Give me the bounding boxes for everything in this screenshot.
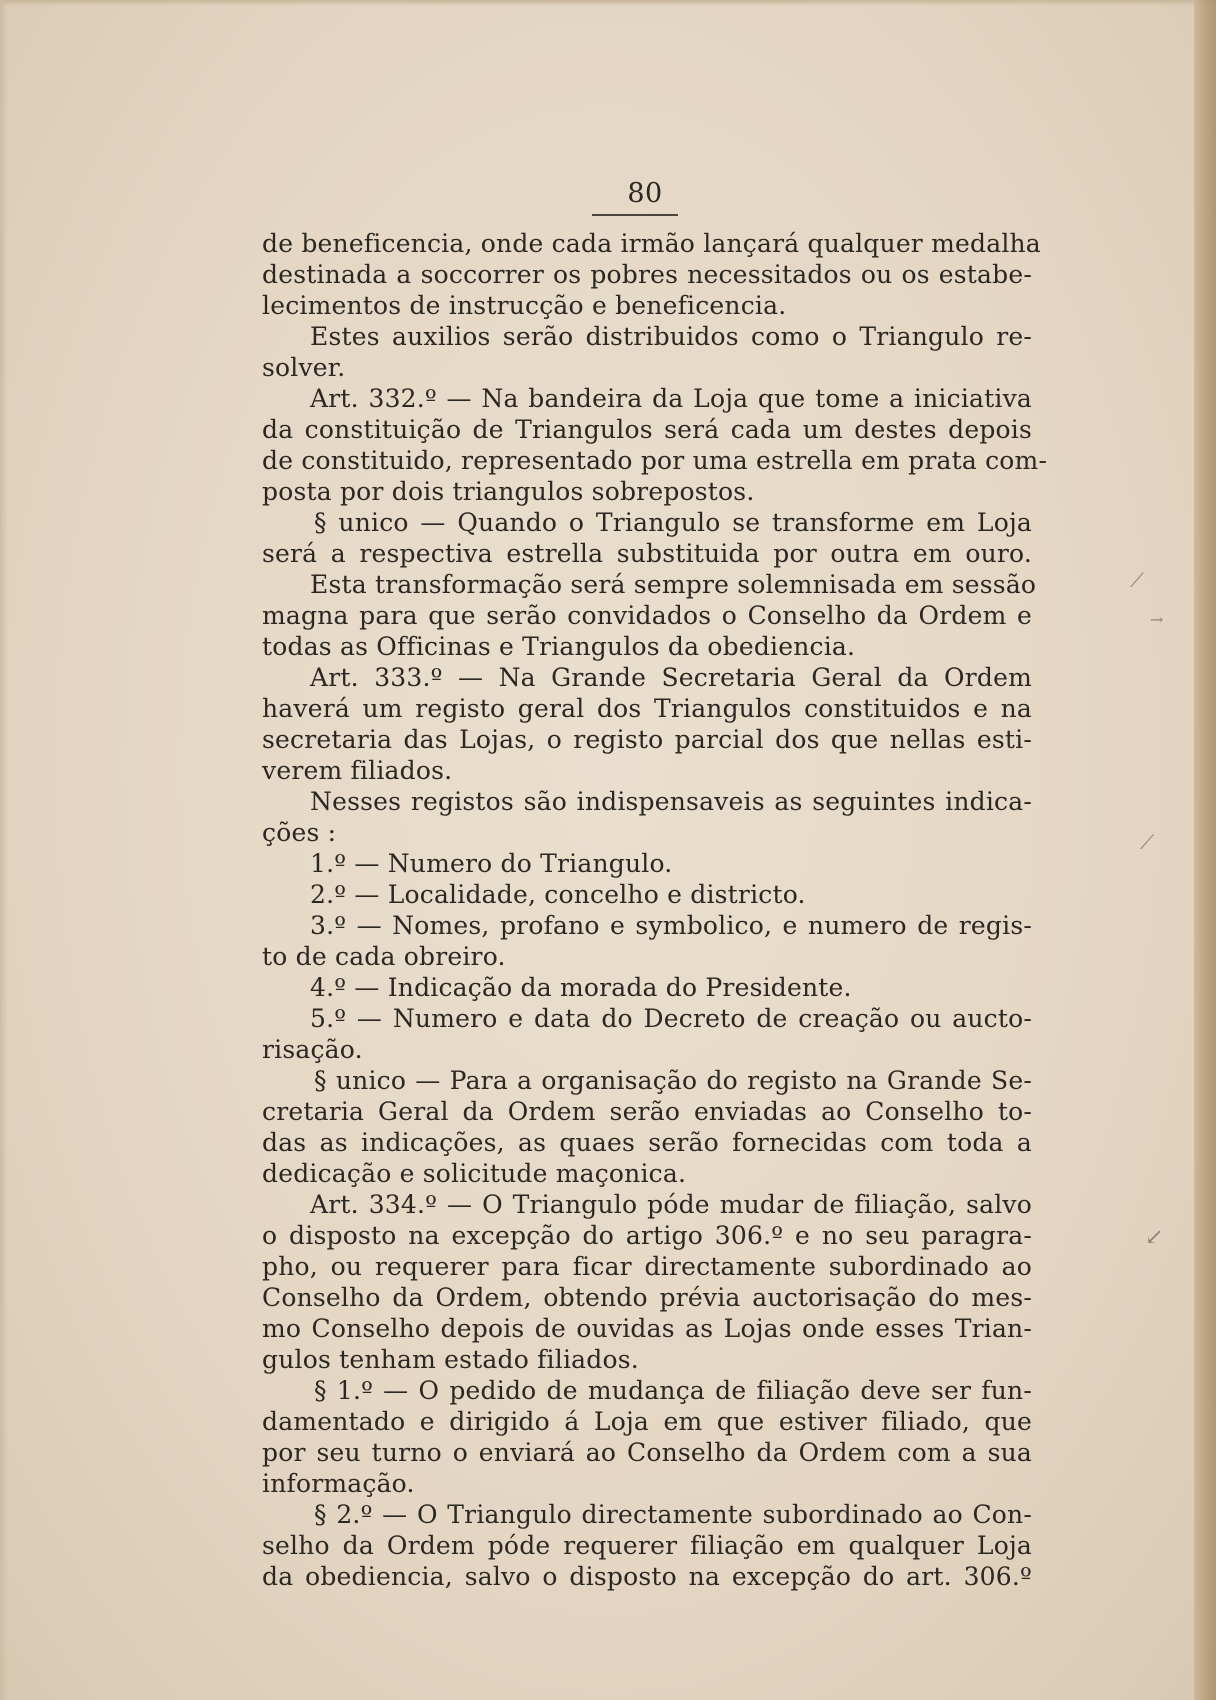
text-line: pho, ou requerer para ficar directamente subordinado ao	[262, 1252, 1032, 1281]
text-line: selho da Ordem póde requerer filiação em qualquer Loja	[262, 1531, 1032, 1560]
body-text	[262, 228, 1048, 1592]
text-line: § unico — Para a organisação do registo na Grande Se-	[314, 1066, 1032, 1095]
text-line: mo Conselho depois de ouvidas as Lojas onde esses Trian-	[262, 1314, 1032, 1343]
margin-pencil-mark: ↙	[1145, 1225, 1164, 1250]
text-line: Conselho da Ordem, obtendo prévia auctorisação do mes-	[262, 1283, 1032, 1312]
text-line: secretaria das Lojas, o registo parcial dos que nellas esti-	[262, 725, 1032, 754]
text-line: todas as Officinas e Triangulos da obediencia.	[262, 632, 856, 661]
text-line: to de cada obreiro.	[262, 942, 506, 971]
list-item: 3.º — Nomes, profano e symbolico, e numero de regis-	[310, 911, 1032, 940]
text-line: destinada a soccorrer os pobres necessitados ou os estabe-	[262, 260, 1032, 289]
text-line: solver.	[262, 353, 346, 382]
margin-pencil-mark: ⟋	[1140, 830, 1154, 854]
list-item: 2.º — Localidade, concelho e districto.	[310, 880, 806, 909]
page-number-rule	[592, 214, 678, 216]
text-line: lecimentos de instrucção e beneficencia.	[262, 291, 787, 320]
text-line: magna para que serão convidados o Conselho da Ordem e	[262, 601, 1032, 630]
list-item: 5.º — Numero e data do Decreto de creação ou aucto-	[310, 1004, 1032, 1033]
text-line: § 2.º — O Triangulo directamente subordinado ao Con-	[314, 1500, 1032, 1529]
text-line: ções :	[262, 818, 337, 847]
text-line: dedicação e solicitude maçonica.	[262, 1159, 687, 1188]
text-line: § 1.º — O pedido de mudança de filiação deve ser fun-	[314, 1376, 1032, 1405]
text-line: será a respectiva estrella substituida por outra em ouro.	[262, 539, 1032, 568]
text-line: damentado e dirigido á Loja em que estiver filiado, que	[262, 1407, 1032, 1436]
text-line: Esta transformação será sempre solemnisada em sessão	[310, 570, 1037, 599]
text-line: § unico — Quando o Triangulo se transforme em Loja	[314, 508, 1032, 537]
margin-pencil-mark: ⟋	[1130, 568, 1144, 592]
text-line: da obediencia, salvo o disposto na excepção do art. 306.º	[262, 1562, 1032, 1591]
text-line: de constituido, representado por uma estrella em prata com-	[262, 446, 1048, 475]
page-top-edge	[0, 0, 1216, 6]
text-line: posta por dois triangulos sobrepostos.	[262, 477, 755, 506]
text-line: cretaria Geral da Ordem serão enviadas ao Conselho to-	[262, 1097, 1032, 1126]
text-line: Art. 334.º — O Triangulo póde mudar de filiação, salvo	[310, 1190, 1032, 1219]
text-line: por seu turno o enviará ao Conselho da Ordem com a sua	[262, 1438, 1032, 1467]
list-item: 4.º — Indicação da morada do Presidente.	[310, 973, 852, 1002]
text-line: das as indicações, as quaes serão fornecidas com toda a	[262, 1128, 1032, 1157]
text-line: da constituição de Triangulos será cada um destes depois	[262, 415, 1032, 444]
margin-pencil-mark: →	[1150, 610, 1164, 629]
list-item: 1.º — Numero do Triangulo.	[310, 849, 673, 878]
text-line: Estes auxilios serão distribuidos como o Triangulo re-	[310, 322, 1032, 351]
text-line: gulos tenham estado filiados.	[262, 1345, 639, 1374]
text-line: Art. 333.º — Na Grande Secretaria Geral da Ordem	[310, 663, 1032, 692]
text-line: o disposto na excepção do artigo 306.º e no seu paragra-	[262, 1221, 1032, 1250]
text-line: risação.	[262, 1035, 363, 1064]
page-number: 80	[627, 178, 663, 209]
text-line: verem filiados.	[262, 756, 453, 785]
text-line: Art. 332.º — Na bandeira da Loja que tome a iniciativa	[310, 384, 1032, 413]
page-right-edge	[1194, 0, 1216, 1700]
text-line: Nesses registos são indispensaveis as seguintes indica-	[310, 787, 1032, 816]
text-line: informação.	[262, 1469, 415, 1498]
text-line: de beneficencia, onde cada irmão lançará qualquer medalha	[262, 229, 1041, 258]
page-left-edge	[0, 0, 8, 1700]
text-line: haverá um registo geral dos Triangulos constituidos e na	[262, 694, 1032, 723]
